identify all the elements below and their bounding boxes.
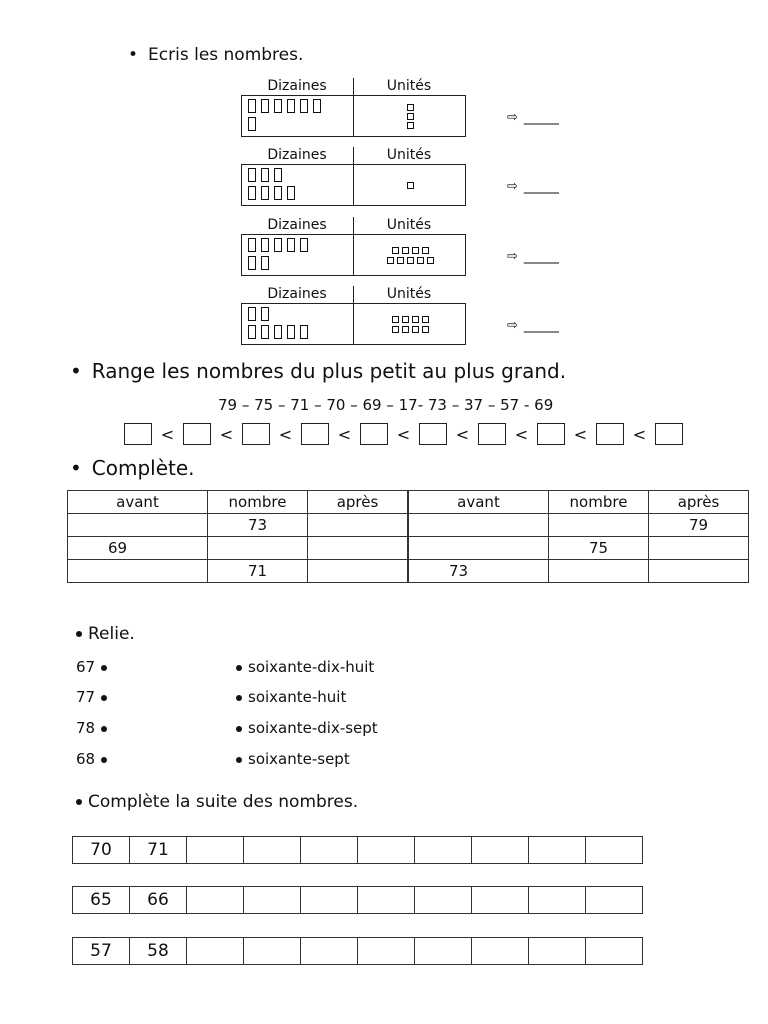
sequence-blank-cell[interactable]: [529, 837, 586, 864]
ten-rod: [248, 186, 256, 200]
ten-rod: [300, 238, 308, 252]
table-cell[interactable]: [409, 514, 549, 537]
table-cell: 71: [208, 560, 308, 583]
match-dot[interactable]: [101, 757, 107, 763]
sequence-blank-cell[interactable]: [415, 887, 472, 914]
bullet-icon: [76, 799, 82, 805]
table-cell[interactable]: [308, 560, 408, 583]
ex2-title: • Range les nombres du plus petit au plus grand.: [70, 359, 567, 383]
sequence-blank-cell[interactable]: [472, 887, 529, 914]
ten-rod: [261, 168, 269, 182]
sequence-cell: 66: [130, 887, 187, 914]
units-header: Unités: [386, 286, 432, 302]
match-number: [76, 719, 107, 737]
ex5-title: Complète la suite des nombres.: [76, 792, 358, 812]
ten-rod: [300, 325, 308, 339]
ten-rod: [313, 99, 321, 113]
less-than-symbol: <: [573, 424, 588, 444]
ten-rod: [300, 99, 308, 113]
table-row: [409, 514, 749, 537]
table-header-row: [68, 491, 408, 514]
ten-rod: [248, 117, 256, 131]
order-answer-box[interactable]: [360, 423, 388, 445]
unit-cube: [397, 257, 404, 264]
unit-cube: [392, 247, 399, 254]
sequence-blank-cell[interactable]: [529, 887, 586, 914]
answer-blank[interactable]: [507, 178, 559, 194]
match-dot[interactable]: [101, 726, 107, 732]
tens-header: Dizaines: [267, 217, 327, 233]
sequence-blank-cell[interactable]: [529, 938, 586, 965]
table-cell: 73: [208, 514, 308, 537]
table-cell: 69: [68, 537, 208, 560]
match-dot[interactable]: [236, 695, 242, 701]
unit-cubes: [354, 235, 466, 275]
sequence-blank-cell[interactable]: [244, 837, 301, 864]
column-header: nombre: [208, 491, 308, 514]
match-number: [76, 658, 107, 676]
unit-cube: [407, 257, 414, 264]
answer-blank[interactable]: [507, 248, 559, 264]
ten-rod: [248, 168, 256, 182]
arrow-right-icon: ⇨: [507, 110, 518, 125]
sequence-blank-cell[interactable]: [244, 887, 301, 914]
tens-header: Dizaines: [267, 78, 327, 94]
column-header: avant: [409, 491, 549, 514]
cube-row: [407, 182, 414, 189]
order-answer-box[interactable]: [183, 423, 211, 445]
ex1-title: • Ecris les nombres.: [128, 45, 304, 65]
ten-rod: [261, 99, 269, 113]
match-dot[interactable]: [101, 665, 107, 671]
table-cell[interactable]: [549, 560, 649, 583]
match-dot[interactable]: [236, 665, 242, 671]
sequence-blank-cell[interactable]: [187, 938, 244, 965]
ten-rod: [287, 186, 295, 200]
match-word-label: soixante-dix-huit: [248, 658, 375, 676]
rod-row: [248, 324, 352, 340]
table-cell: 79: [649, 514, 749, 537]
cube-row: [407, 113, 414, 120]
match-word: [236, 658, 374, 676]
ten-rod: [261, 307, 269, 321]
cube-row: [392, 247, 429, 254]
unit-cube: [422, 247, 429, 254]
place-value-box: [241, 303, 466, 345]
table-row: [409, 560, 749, 583]
before-after-table-left: [67, 490, 408, 583]
cube-row: [392, 316, 429, 323]
arrow-right-icon: ⇨: [507, 249, 518, 264]
sequence-cell: 57: [73, 938, 130, 965]
unit-cubes: [354, 165, 466, 205]
column-header: nombre: [549, 491, 649, 514]
sequence-cell: 58: [130, 938, 187, 965]
sequence-blank-cell[interactable]: [472, 938, 529, 965]
sequence-blank-cell[interactable]: [187, 887, 244, 914]
table-header-row: [409, 491, 749, 514]
sequence-blank-cell[interactable]: [244, 938, 301, 965]
column-header: après: [649, 491, 749, 514]
table-cell: 73: [409, 560, 549, 583]
sequence-blank-cell[interactable]: [586, 938, 643, 965]
unit-cube: [412, 316, 419, 323]
bullet-icon: •: [128, 45, 139, 65]
sequence-blank-cell[interactable]: [415, 837, 472, 864]
rod-row: [248, 167, 352, 183]
unit-cube: [387, 257, 394, 264]
arrow-right-icon: ⇨: [507, 318, 518, 333]
table-cell: 75: [549, 537, 649, 560]
sequence-blank-cell[interactable]: [358, 938, 415, 965]
match-word: [236, 688, 346, 706]
cube-row: [392, 326, 429, 333]
ten-rod: [274, 186, 282, 200]
unit-cubes: [354, 96, 466, 136]
sequence-blank-cell[interactable]: [301, 887, 358, 914]
answer-line[interactable]: _____: [523, 178, 559, 194]
tens-rods: [248, 98, 352, 132]
unit-cube: [412, 326, 419, 333]
less-than-symbol: <: [337, 424, 352, 444]
column-header: avant: [68, 491, 208, 514]
match-number: [76, 750, 107, 768]
less-than-symbol: <: [632, 424, 647, 444]
units-header: Unités: [386, 78, 432, 94]
match-number-label: 77: [76, 688, 96, 706]
less-than-symbol: <: [455, 424, 470, 444]
ten-rod: [261, 238, 269, 252]
tens-rods: [248, 167, 352, 201]
sequence-blank-cell[interactable]: [187, 837, 244, 864]
units-header: Unités: [386, 217, 432, 233]
rod-row: [248, 98, 352, 114]
match-word-label: soixante-dix-sept: [248, 719, 378, 737]
ten-rod: [287, 238, 295, 252]
answer-blank[interactable]: [507, 109, 559, 125]
ordering-boxes-row: [124, 423, 683, 445]
units-header: Unités: [386, 147, 432, 163]
sequence-row: [72, 937, 643, 965]
table-cell[interactable]: [308, 537, 408, 560]
ten-rod: [261, 186, 269, 200]
unit-cube: [407, 113, 414, 120]
bullet-icon: [76, 631, 82, 637]
table-cell[interactable]: [68, 560, 208, 583]
ten-rod: [274, 325, 282, 339]
sequence-cells: [73, 887, 643, 914]
sequence-row: [72, 836, 643, 864]
match-dot[interactable]: [101, 695, 107, 701]
match-number: [76, 688, 107, 706]
table-row: [68, 537, 408, 560]
order-answer-box[interactable]: [655, 423, 683, 445]
match-dot[interactable]: [236, 726, 242, 732]
rod-row: [248, 255, 352, 271]
ex4-title: Relie.: [76, 624, 135, 644]
order-answer-box[interactable]: [242, 423, 270, 445]
arrow-right-icon: ⇨: [507, 179, 518, 194]
match-word: [236, 750, 350, 768]
sequence-blank-cell[interactable]: [301, 938, 358, 965]
ten-rod: [248, 325, 256, 339]
sequence-blank-cell[interactable]: [472, 837, 529, 864]
less-than-symbol: <: [219, 424, 234, 444]
rod-row: [248, 237, 352, 253]
table-cell[interactable]: [308, 514, 408, 537]
match-number-label: 67: [76, 658, 96, 676]
order-answer-box[interactable]: [478, 423, 506, 445]
sequence-blank-cell[interactable]: [358, 887, 415, 914]
bullet-icon: •: [70, 456, 82, 480]
table-cell[interactable]: [68, 514, 208, 537]
unit-cube: [392, 326, 399, 333]
numbers-to-order: 79 – 75 – 71 – 70 – 69 – 17- 73 – 37 – 57 - 69: [218, 396, 554, 414]
place-value-box: [241, 234, 466, 276]
table-cell[interactable]: [409, 537, 549, 560]
sequence-blank-cell[interactable]: [358, 837, 415, 864]
match-dot[interactable]: [236, 757, 242, 763]
answer-line[interactable]: _____: [523, 317, 559, 333]
place-value-box: [241, 95, 466, 137]
unit-cube: [417, 257, 424, 264]
answer-line[interactable]: _____: [523, 109, 559, 125]
rod-row: [248, 306, 352, 322]
sequence-blank-cell[interactable]: [415, 938, 472, 965]
unit-cube: [407, 182, 414, 189]
order-answer-box[interactable]: [301, 423, 329, 445]
place-value-box: [241, 164, 466, 206]
ten-rod: [287, 99, 295, 113]
unit-cube: [407, 104, 414, 111]
sequence-cell: 70: [73, 837, 130, 864]
ten-rod: [248, 99, 256, 113]
answer-line[interactable]: _____: [523, 248, 559, 264]
less-than-symbol: <: [160, 424, 175, 444]
less-than-symbol: <: [278, 424, 293, 444]
cube-row: [407, 104, 414, 111]
table-cell[interactable]: [208, 537, 308, 560]
unit-cube: [407, 122, 414, 129]
order-answer-box[interactable]: [124, 423, 152, 445]
sequence-blank-cell[interactable]: [586, 887, 643, 914]
ten-rod: [274, 99, 282, 113]
unit-cube: [392, 316, 399, 323]
sequence-blank-cell[interactable]: [301, 837, 358, 864]
cube-row: [407, 122, 414, 129]
rod-row: [248, 116, 352, 132]
unit-cube: [402, 316, 409, 323]
ten-rod: [287, 325, 295, 339]
less-than-symbol: <: [514, 424, 529, 444]
sequence-cell: 65: [73, 887, 130, 914]
answer-blank[interactable]: [507, 317, 559, 333]
order-answer-box[interactable]: [596, 423, 624, 445]
ex3-title: • Complète.: [70, 456, 195, 480]
sequence-row: [72, 886, 643, 914]
table-row: [68, 560, 408, 583]
unit-cube: [422, 316, 429, 323]
match-word-label: soixante-huit: [248, 688, 347, 706]
tens-rods: [248, 306, 352, 340]
order-answer-box[interactable]: [537, 423, 565, 445]
ten-rod: [274, 238, 282, 252]
unit-cube: [427, 257, 434, 264]
sequence-cells: [73, 837, 643, 864]
table-cell[interactable]: [649, 560, 749, 583]
sequence-cell: 71: [130, 837, 187, 864]
before-after-table-right: [408, 490, 749, 583]
cube-row: [387, 257, 434, 264]
table-cell[interactable]: [649, 537, 749, 560]
unit-cube: [422, 326, 429, 333]
match-number-label: 68: [76, 750, 96, 768]
column-header: après: [308, 491, 408, 514]
unit-cubes: [354, 304, 466, 344]
order-answer-box[interactable]: [419, 423, 447, 445]
match-word-label: soixante-sept: [248, 750, 350, 768]
ten-rod: [261, 325, 269, 339]
unit-cube: [412, 247, 419, 254]
ten-rod: [248, 256, 256, 270]
table-cell[interactable]: [549, 514, 649, 537]
ten-rod: [248, 238, 256, 252]
table-row: [409, 537, 749, 560]
tens-rods: [248, 237, 352, 271]
tens-header: Dizaines: [267, 147, 327, 163]
tens-header: Dizaines: [267, 286, 327, 302]
less-than-symbol: <: [396, 424, 411, 444]
match-word: [236, 719, 378, 737]
table-row: [68, 514, 408, 537]
ten-rod: [261, 256, 269, 270]
match-number-label: 78: [76, 719, 96, 737]
sequence-cells: [73, 938, 643, 965]
sequence-blank-cell[interactable]: [586, 837, 643, 864]
unit-cube: [402, 247, 409, 254]
ten-rod: [248, 307, 256, 321]
unit-cube: [402, 326, 409, 333]
rod-row: [248, 185, 352, 201]
ten-rod: [274, 168, 282, 182]
bullet-icon: •: [70, 359, 82, 383]
